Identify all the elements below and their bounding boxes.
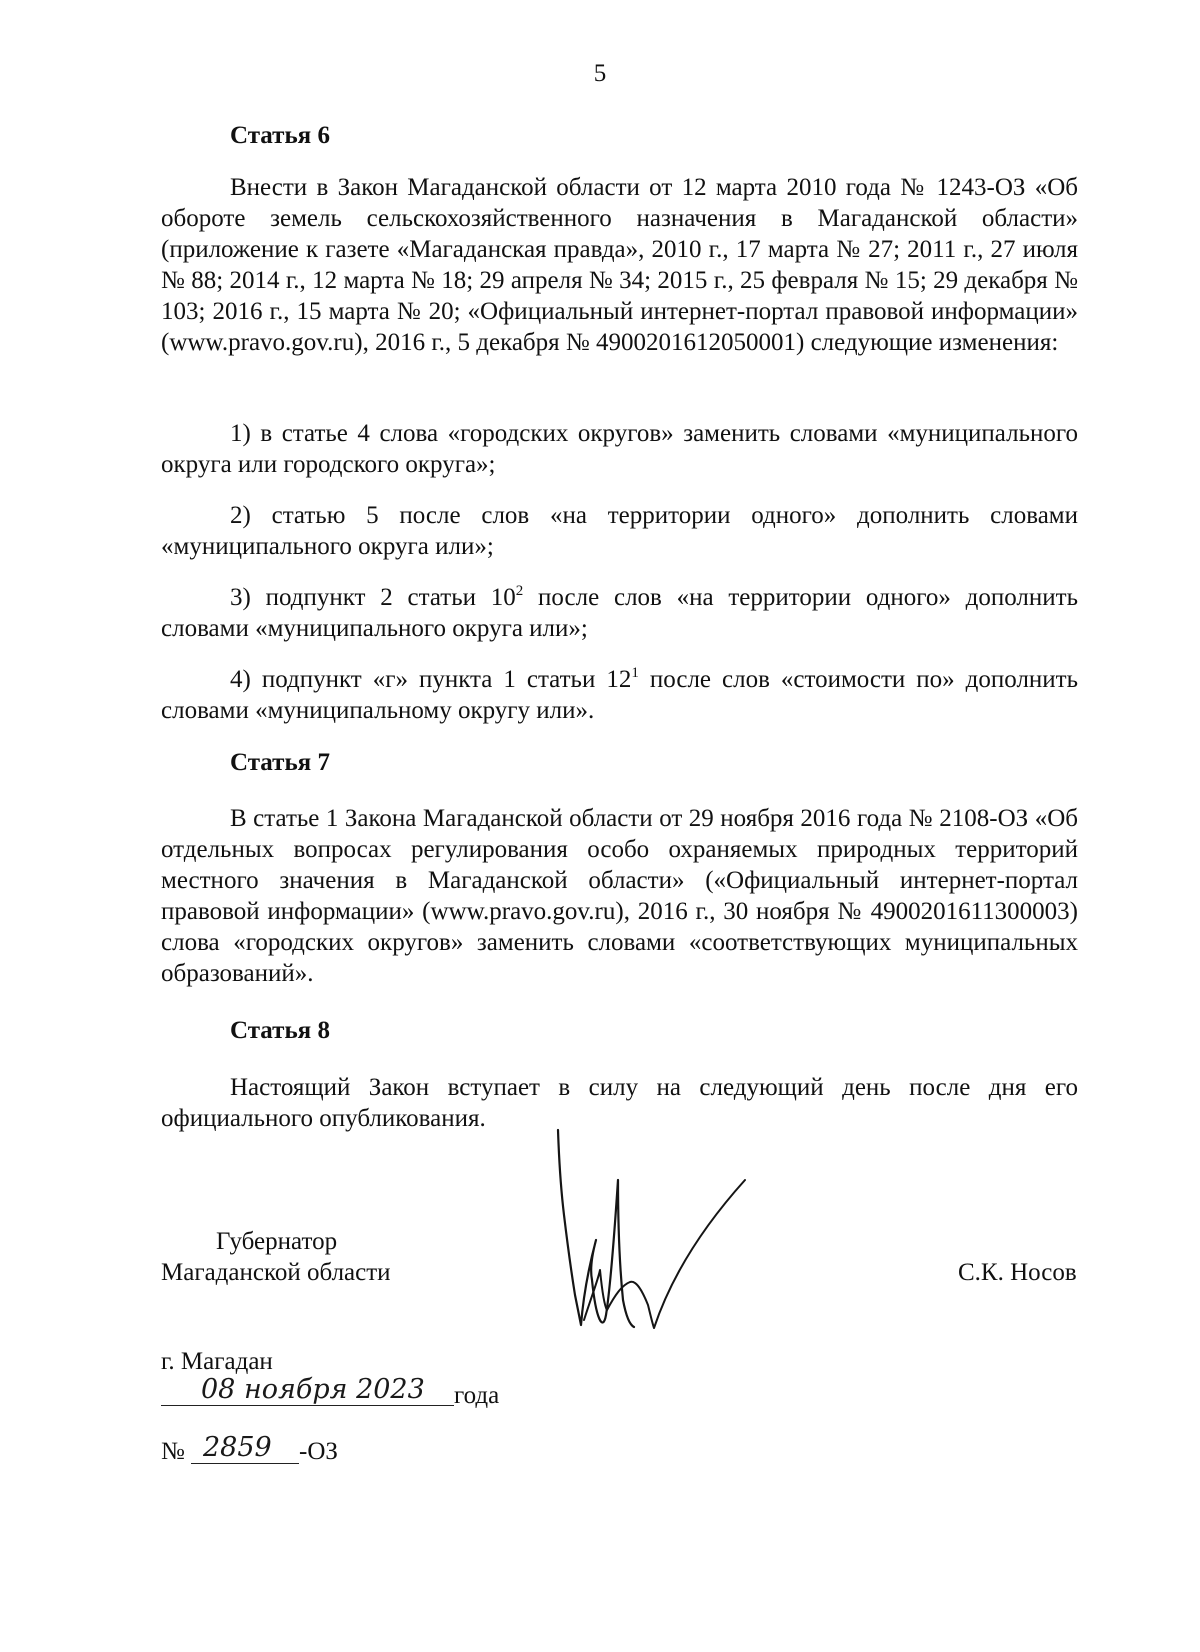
- number-suffix: -ОЗ: [299, 1438, 338, 1465]
- date-line: [161, 1374, 561, 1414]
- article-7-heading: Статья 7: [230, 749, 330, 776]
- item-4-text-after: после слов «стоимости по» дополнить словами «муниципальному округу или».: [161, 666, 1079, 724]
- page-number: 5: [593, 60, 607, 87]
- item-3-text-before: 3) подпункт 2 статьи 10: [230, 584, 516, 611]
- handwritten-date: 08 ноября 2023: [201, 1374, 425, 1405]
- item-4-text-before: 4) подпункт «г» пункта 1 статьи 12: [230, 666, 632, 693]
- article-6-item-3: [161, 582, 1078, 644]
- article-8-text: Настоящий Закон вступает в силу на следующий день после дня его официального опубликования.: [161, 1074, 1078, 1132]
- article-6-heading: Статья 6: [230, 122, 330, 149]
- item-3-text-after: после слов «на территории одного» дополнить словами «муниципального округа или»;: [161, 584, 1078, 642]
- governor-position-line-2: Магаданской области: [161, 1259, 391, 1286]
- city: г. Магадан: [161, 1348, 273, 1375]
- article-6-item-1: 1) в статье 4 слова «городских округов» заменить словами «муниципального округа или городского округа»;: [161, 420, 1078, 478]
- item-4-superscript: 1: [631, 664, 639, 681]
- article-6-item-2: 2) статью 5 после слов «на территории одного» дополнить словами «муниципального округа или»;: [161, 502, 1078, 560]
- item-3-superscript: 2: [515, 582, 524, 599]
- number-prefix: №: [161, 1438, 185, 1465]
- law-number-line: [161, 1430, 461, 1470]
- article-8-heading: Статья 8: [230, 1017, 330, 1044]
- handwritten-number: 2859: [203, 1432, 272, 1463]
- article-6-intro: Внести в Закон Магаданской области от 12 марта 2010 года № 1243-ОЗ «Об обороте земель сельскохозяйственного назначения в Магаданской области» (приложение к газете «Магаданская правда», 2010 г., 17 марта № 27; 2011 г., 27 июля № 88; 2014 г., 12 марта № 18; 29 апреля № 34; 2015 г., 25 февраля № 15; 29 декабря № 103; 2016 г., 15 марта № 20; «Официальный интернет-портал правовой информации» (www.pravo.gov.ru), 2016 г., 5 декабря № 4900201612050001) следующие изменения:: [161, 174, 1078, 356]
- governor-title: [161, 1226, 391, 1288]
- article-7-text: В статье 1 Закона Магаданской области от 29 ноября 2016 года № 2108-ОЗ «Об отдельных вопросах регулирования особо охраняемых природных территорий местного значения в Магаданской области» («Официальный интернет-портал правовой информации» (www.pravo.gov.ru), 2016 г., 30 ноября № 4900201611300003) слова «городских округов» заменить словами «соответствующих муниципальных образований».: [161, 805, 1078, 987]
- governor-name: С.К. Носов: [958, 1259, 1077, 1286]
- governor-position-line-1: Губернатор: [216, 1228, 338, 1255]
- article-6-item-4: [161, 664, 1078, 726]
- date-suffix: года: [454, 1382, 500, 1409]
- handwritten-signature: [540, 1120, 770, 1340]
